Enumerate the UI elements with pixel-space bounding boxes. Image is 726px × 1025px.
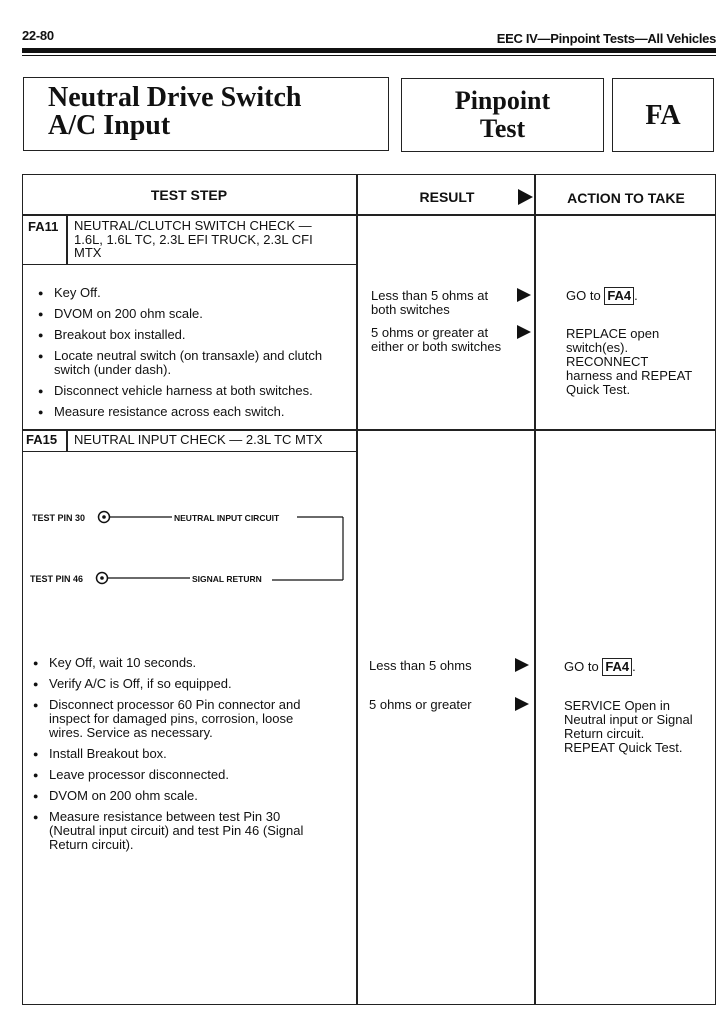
column-divider [356, 174, 358, 1005]
column-divider [534, 174, 536, 1005]
header-result: RESULT [419, 189, 475, 205]
arrow-right-icon [517, 288, 531, 302]
pinpoint-line1: Pinpoint [454, 86, 551, 115]
goto-step-link[interactable]: FA4 [604, 287, 634, 305]
arrow-right-icon [515, 658, 529, 672]
test-code-box [612, 78, 714, 152]
header-action: ACTION TO TAKE [567, 190, 685, 206]
step-id-divider [66, 215, 68, 265]
list-item: ● Install Breakout box. [33, 747, 351, 761]
list-item: ● Measure resistance between test Pin 30 (Neutral input circuit) and test Pin 46 (Signal Return circuit). [33, 810, 351, 852]
fa15-instructions [33, 656, 351, 852]
list-item: ● Measure resistance across each switch. [38, 405, 354, 419]
list-item: ● Key Off, wait 10 seconds. [33, 656, 351, 670]
header-rule-thin [22, 55, 716, 56]
list-item: ● Locate neutral switch (on transaxle) and clutch switch (under dash). [38, 349, 354, 377]
header-rule [22, 48, 716, 53]
step-title [74, 433, 354, 447]
arrow-right-icon [518, 189, 533, 205]
title-box [23, 77, 389, 151]
list-item: ● DVOM on 200 ohm scale. [38, 307, 354, 321]
pinpoint-line2: Test [479, 114, 526, 143]
result-text: 5 ohms or greater at either or both switches [371, 325, 502, 354]
pin46-circuit-label: SIGNAL RETURN [192, 574, 262, 584]
action-text: SERVICE Open in Neutral input or Signal Return circuit. REPEAT Quick Test. [564, 698, 693, 755]
pin46-label: TEST PIN 46 [30, 574, 84, 584]
list-item: ● Disconnect vehicle harness at both switches. [38, 384, 354, 398]
step-title-line: NEUTRAL INPUT CHECK — 2.3L TC MTX [74, 432, 323, 447]
list-item: ● Verify A/C is Off, if so equipped. [33, 677, 351, 691]
arrow-right-icon [517, 325, 531, 339]
page-number: 22-80 [22, 28, 54, 43]
running-head: EEC IV—Pinpoint Tests—All Vehicles [496, 31, 716, 46]
list-item: ● Leave processor disconnected. [33, 768, 351, 782]
page-title-line2: A/C Input [48, 110, 171, 141]
list-item: ● Key Off. [38, 286, 354, 300]
step-title-line: MTX [74, 245, 102, 260]
result-text: Less than 5 ohms [369, 658, 472, 673]
pinpoint-test-box [401, 78, 604, 152]
action-text: REPLACE open switch(es). RECONNECT harness and REPEAT Quick Test. [566, 326, 693, 397]
pin30-circuit-label: NEUTRAL INPUT CIRCUIT [174, 513, 280, 523]
pin30-label: TEST PIN 30 [32, 513, 86, 523]
header-test-step: TEST STEP [150, 187, 228, 203]
step-title [74, 219, 354, 260]
goto-step-link[interactable]: FA4 [602, 658, 632, 676]
action-text: GO to FA4 . [564, 659, 636, 674]
list-item: ● Breakout box installed. [38, 328, 354, 342]
step-id: FA11 [28, 219, 59, 234]
step-heading-fa11 [22, 215, 356, 265]
test-code: FA [645, 100, 681, 131]
result-text: 5 ohms or greater [369, 697, 472, 712]
list-item: ● DVOM on 200 ohm scale. [33, 789, 351, 803]
page-title-line1: Neutral Drive Switch [48, 82, 302, 113]
step-heading-fa15 [22, 430, 356, 452]
page-title [24, 78, 388, 140]
action-text: GO to FA4 . [566, 288, 638, 303]
pin-circuit-diagram [22, 500, 356, 600]
fa11-instructions [38, 286, 354, 419]
step-id: FA15 [26, 432, 58, 447]
list-item: ● Disconnect processor 60 Pin connector and inspect for damaged pins, corrosion, loose wires. Service as necessary. [33, 698, 351, 740]
arrow-right-icon [515, 697, 529, 711]
result-text: Less than 5 ohms at both switches [371, 288, 489, 317]
step-title-line: 1.6L, 1.6L TC, 2.3L EFI TRUCK, 2.3L CFI [74, 231, 313, 247]
step-id-divider [66, 430, 68, 452]
step-title-line: NEUTRAL/CLUTCH SWITCH CHECK — [74, 218, 312, 233]
